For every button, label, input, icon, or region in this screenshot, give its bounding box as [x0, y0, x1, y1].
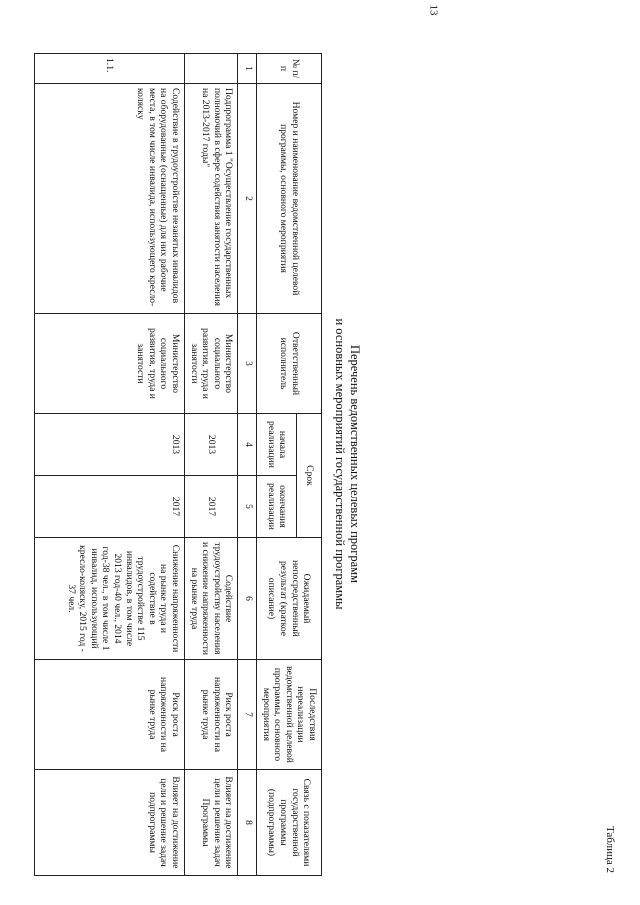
header-executor: Ответственный исполнитель	[257, 314, 322, 414]
title-line-1: Перечень ведомственных целевых программ	[348, 344, 362, 584]
row-consequences: Риск роста напряженности на рынке труда	[185, 660, 238, 770]
column-number: 3	[238, 314, 257, 414]
column-number: 8	[238, 770, 257, 876]
row-end: 2017	[35, 476, 185, 538]
column-number: 2	[238, 84, 257, 314]
header-num: № п/п	[257, 54, 322, 84]
header-start: начала реализации	[257, 414, 297, 476]
page-number: 13	[427, 4, 440, 16]
header-name: Номер и наименование ведомственной целевой программы, основного мероприятия	[257, 84, 322, 314]
row-result: Снижение напряженности на рынке труда и содействие в трудоустройстве 115 инвалидов, в том числе 2013 год-40 чел., 2014 год-38 чел., в том числе 1 инвалид, использующий кресло-коляску, 2015 год - 37 чел.	[35, 538, 185, 660]
column-number: 7	[238, 660, 257, 770]
column-numbers-row	[238, 54, 257, 876]
row-name: Подпрограмма 1 "Осуществление государственных полномочий в сфере содействия занятости населения на 2013-2017 годы"	[185, 84, 238, 314]
document-title	[332, 33, 362, 895]
column-number: 5	[238, 476, 257, 538]
title-line-2: и основных мероприятий государственной программы	[333, 318, 347, 610]
rotated-page-content	[22, 33, 622, 895]
row-consequences: Риск роста напряженности на рынке труда	[35, 660, 185, 770]
row-end: 2017	[185, 476, 238, 538]
header-link: Связь с показателями государственной программы (подпрограммы)	[257, 770, 322, 876]
row-executor: Министерство социального развития, труда и занятости	[185, 314, 238, 414]
table-row	[35, 54, 185, 876]
table-row	[185, 54, 238, 876]
column-number: 1	[238, 54, 257, 84]
header-row-1	[297, 54, 322, 876]
header-consequences: Последствия нереализации ведомственной целевой программы, основного мероприятия	[257, 660, 322, 770]
row-num	[185, 54, 238, 84]
programs-table	[34, 53, 322, 876]
column-number: 6	[238, 538, 257, 660]
header-end: окончания реализации	[257, 476, 297, 538]
column-number: 4	[238, 414, 257, 476]
header-result: Ожидаемый непосредственный результат (краткое описание)	[257, 538, 322, 660]
row-link: Влияет на достижение цели и решение задач Программы	[185, 770, 238, 876]
row-num: 1.1.	[35, 54, 185, 84]
header-term: Срок	[297, 414, 322, 538]
table-label: Таблица 2	[604, 825, 616, 873]
row-executor: Министерство социального развития, труда и занятости	[35, 314, 185, 414]
row-result: Содействие трудоустройству населения и снижение напряженности на рынке труда	[185, 538, 238, 660]
row-start: 2013	[185, 414, 238, 476]
row-start: 2013	[35, 414, 185, 476]
row-name: Содействие в трудоустройстве незанятых инвалидов на оборудованные (оснащенные) для них рабочие места, в том числе инвалида, использующего кресло-коляску	[35, 84, 185, 314]
row-link: Влияет на достижение цели и решение задач подпрограммы	[35, 770, 185, 876]
